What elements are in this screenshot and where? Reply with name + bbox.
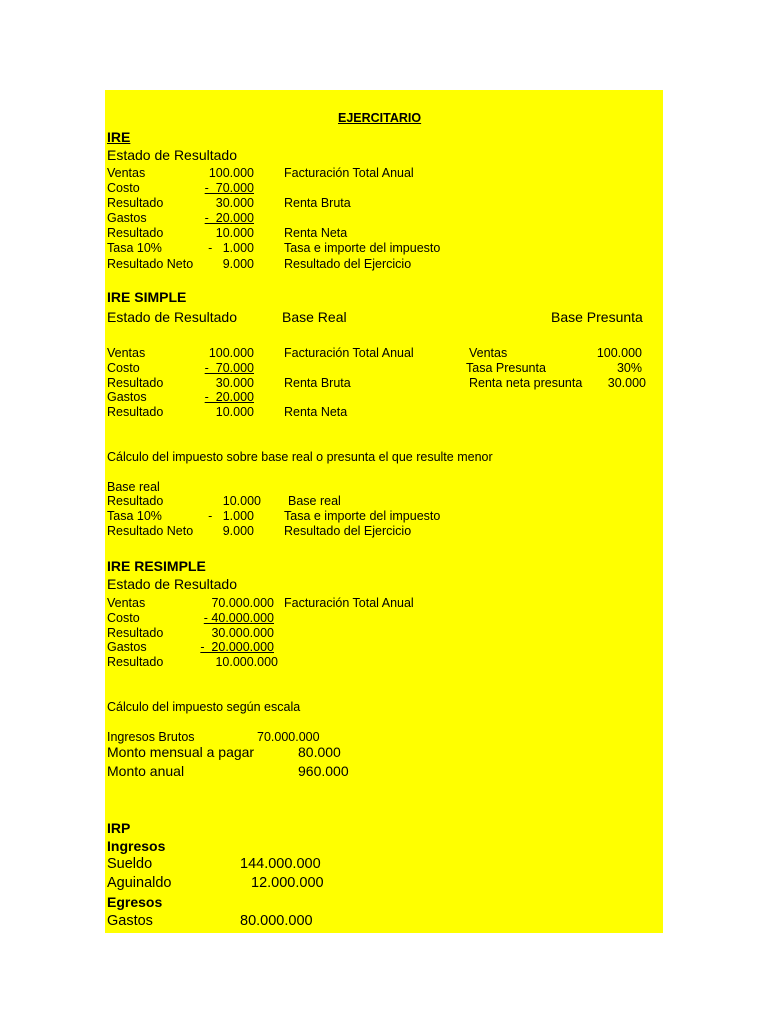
resimple-value: - 20.000.000 [200, 640, 274, 654]
resimple-label: Resultado [107, 655, 164, 669]
ire-subheading: Estado de Resultado [107, 147, 237, 163]
ire-note: Tasa e importe del impuesto [284, 241, 441, 255]
ire-label: Tasa 10% [107, 241, 162, 255]
ire-value: - 20.000 [204, 211, 254, 225]
presunta-value: 30% [616, 361, 642, 375]
irp-egresos-heading: Egresos [107, 894, 163, 910]
calc-note: Cálculo del impuesto sobre base real o presunta el que resulte menor [107, 450, 493, 464]
calc-value: 9.000 [222, 524, 254, 538]
ire-simple-label: Resultado [107, 405, 164, 419]
ire-simple-value: 30.000 [215, 376, 254, 390]
resimple-value: - 40.000.000 [203, 611, 274, 625]
presunta-label: Tasa Presunta [466, 361, 546, 375]
resimple-label: Costo [107, 611, 140, 625]
ire-resimple-subheading: Estado de Resultado [107, 576, 237, 592]
resimple-label: Resultado [107, 626, 164, 640]
ire-label: Resultado Neto [107, 257, 194, 271]
ire-simple-label: Costo [107, 361, 140, 375]
ire-value: 9.000 [222, 257, 254, 271]
ire-value: 100.000 [208, 166, 254, 180]
monto-mensual-value: 80.000 [298, 744, 341, 760]
page-title: EJERCITARIO [338, 111, 422, 125]
resimple-value: 10.000.000 [215, 655, 278, 669]
monto-anual-value: 960.000 [298, 763, 349, 779]
calc-value: - 1.000 [208, 509, 254, 523]
calc-label: Tasa 10% [107, 509, 162, 523]
ire-value: - 1.000 [208, 241, 254, 255]
ire-simple-label: Resultado [107, 376, 164, 390]
presunta-label: Ventas [469, 346, 508, 360]
irp-heading: IRP [107, 820, 131, 836]
base-presunta-label: Base Presunta [551, 309, 643, 325]
ire-note: Renta Neta [284, 226, 348, 240]
ire-label: Costo [107, 181, 140, 195]
ingresos-brutos-value: 70.000.000 [257, 730, 320, 744]
aguinaldo-value: 12.000.000 [251, 875, 324, 891]
ire-simple-value: - 70.000 [204, 361, 254, 375]
resimple-calc-note: Cálculo del impuesto según escala [107, 700, 301, 714]
gastos-label: Gastos [107, 913, 153, 929]
ire-note: Resultado del Ejercicio [284, 257, 412, 271]
ire-simple-value: - 20.000 [204, 390, 254, 404]
ire-label: Resultado [107, 226, 164, 240]
resimple-value: 70.000.000 [211, 596, 274, 610]
presunta-label: Renta neta presunta [469, 376, 583, 390]
ire-note: Facturación Total Anual [284, 166, 414, 180]
resimple-note: Facturación Total Anual [284, 596, 414, 610]
ire-heading: IRE [107, 129, 131, 145]
resimple-label: Gastos [107, 640, 147, 654]
ire-simple-note: Renta Bruta [284, 376, 351, 390]
aguinaldo-label: Aguinaldo [107, 875, 172, 891]
presunta-value: 30.000 [607, 376, 646, 390]
ire-simple-label: Ventas [107, 346, 146, 360]
ire-simple-note: Facturación Total Anual [284, 346, 414, 360]
ire-simple-note: Renta Neta [284, 405, 348, 419]
calc-label: Resultado [107, 494, 164, 508]
ire-simple-value: 100.000 [208, 346, 254, 360]
gastos-value: 80.000.000 [240, 913, 313, 929]
ire-simple-subheading: Estado de Resultado [107, 309, 237, 325]
calc-value: 10.000 [222, 494, 261, 508]
presunta-value: 100.000 [596, 346, 642, 360]
monto-anual-label: Monto anual [107, 763, 185, 779]
ire-value: - 70.000 [204, 181, 254, 195]
resimple-value: 30.000.000 [211, 626, 274, 640]
base-real-label: Base Real [282, 309, 347, 325]
ire-label: Ventas [107, 166, 146, 180]
sueldo-label: Sueldo [107, 856, 153, 872]
sueldo-value: 144.000.000 [240, 856, 321, 872]
resimple-label: Ventas [107, 596, 146, 610]
ire-label: Resultado [107, 196, 164, 210]
ire-note: Renta Bruta [284, 196, 351, 210]
calc-heading: Base real [107, 480, 160, 494]
calc-label: Resultado Neto [107, 524, 194, 538]
ire-simple-heading: IRE SIMPLE [107, 289, 187, 305]
irp-ingresos-heading: Ingresos [107, 838, 166, 854]
ingresos-brutos-label: Ingresos Brutos [107, 730, 195, 744]
ire-simple-value: 10.000 [215, 405, 254, 419]
calc-note-item: Base real [288, 494, 341, 508]
monto-mensual-label: Monto mensual a pagar [107, 744, 255, 760]
ire-label: Gastos [107, 211, 147, 225]
ire-value: 30.000 [215, 196, 254, 210]
calc-note-item: Resultado del Ejercicio [284, 524, 412, 538]
ire-resimple-heading: IRE RESIMPLE [107, 558, 206, 574]
ire-value: 10.000 [215, 226, 254, 240]
calc-note-item: Tasa e importe del impuesto [284, 509, 441, 523]
ire-simple-label: Gastos [107, 390, 147, 404]
